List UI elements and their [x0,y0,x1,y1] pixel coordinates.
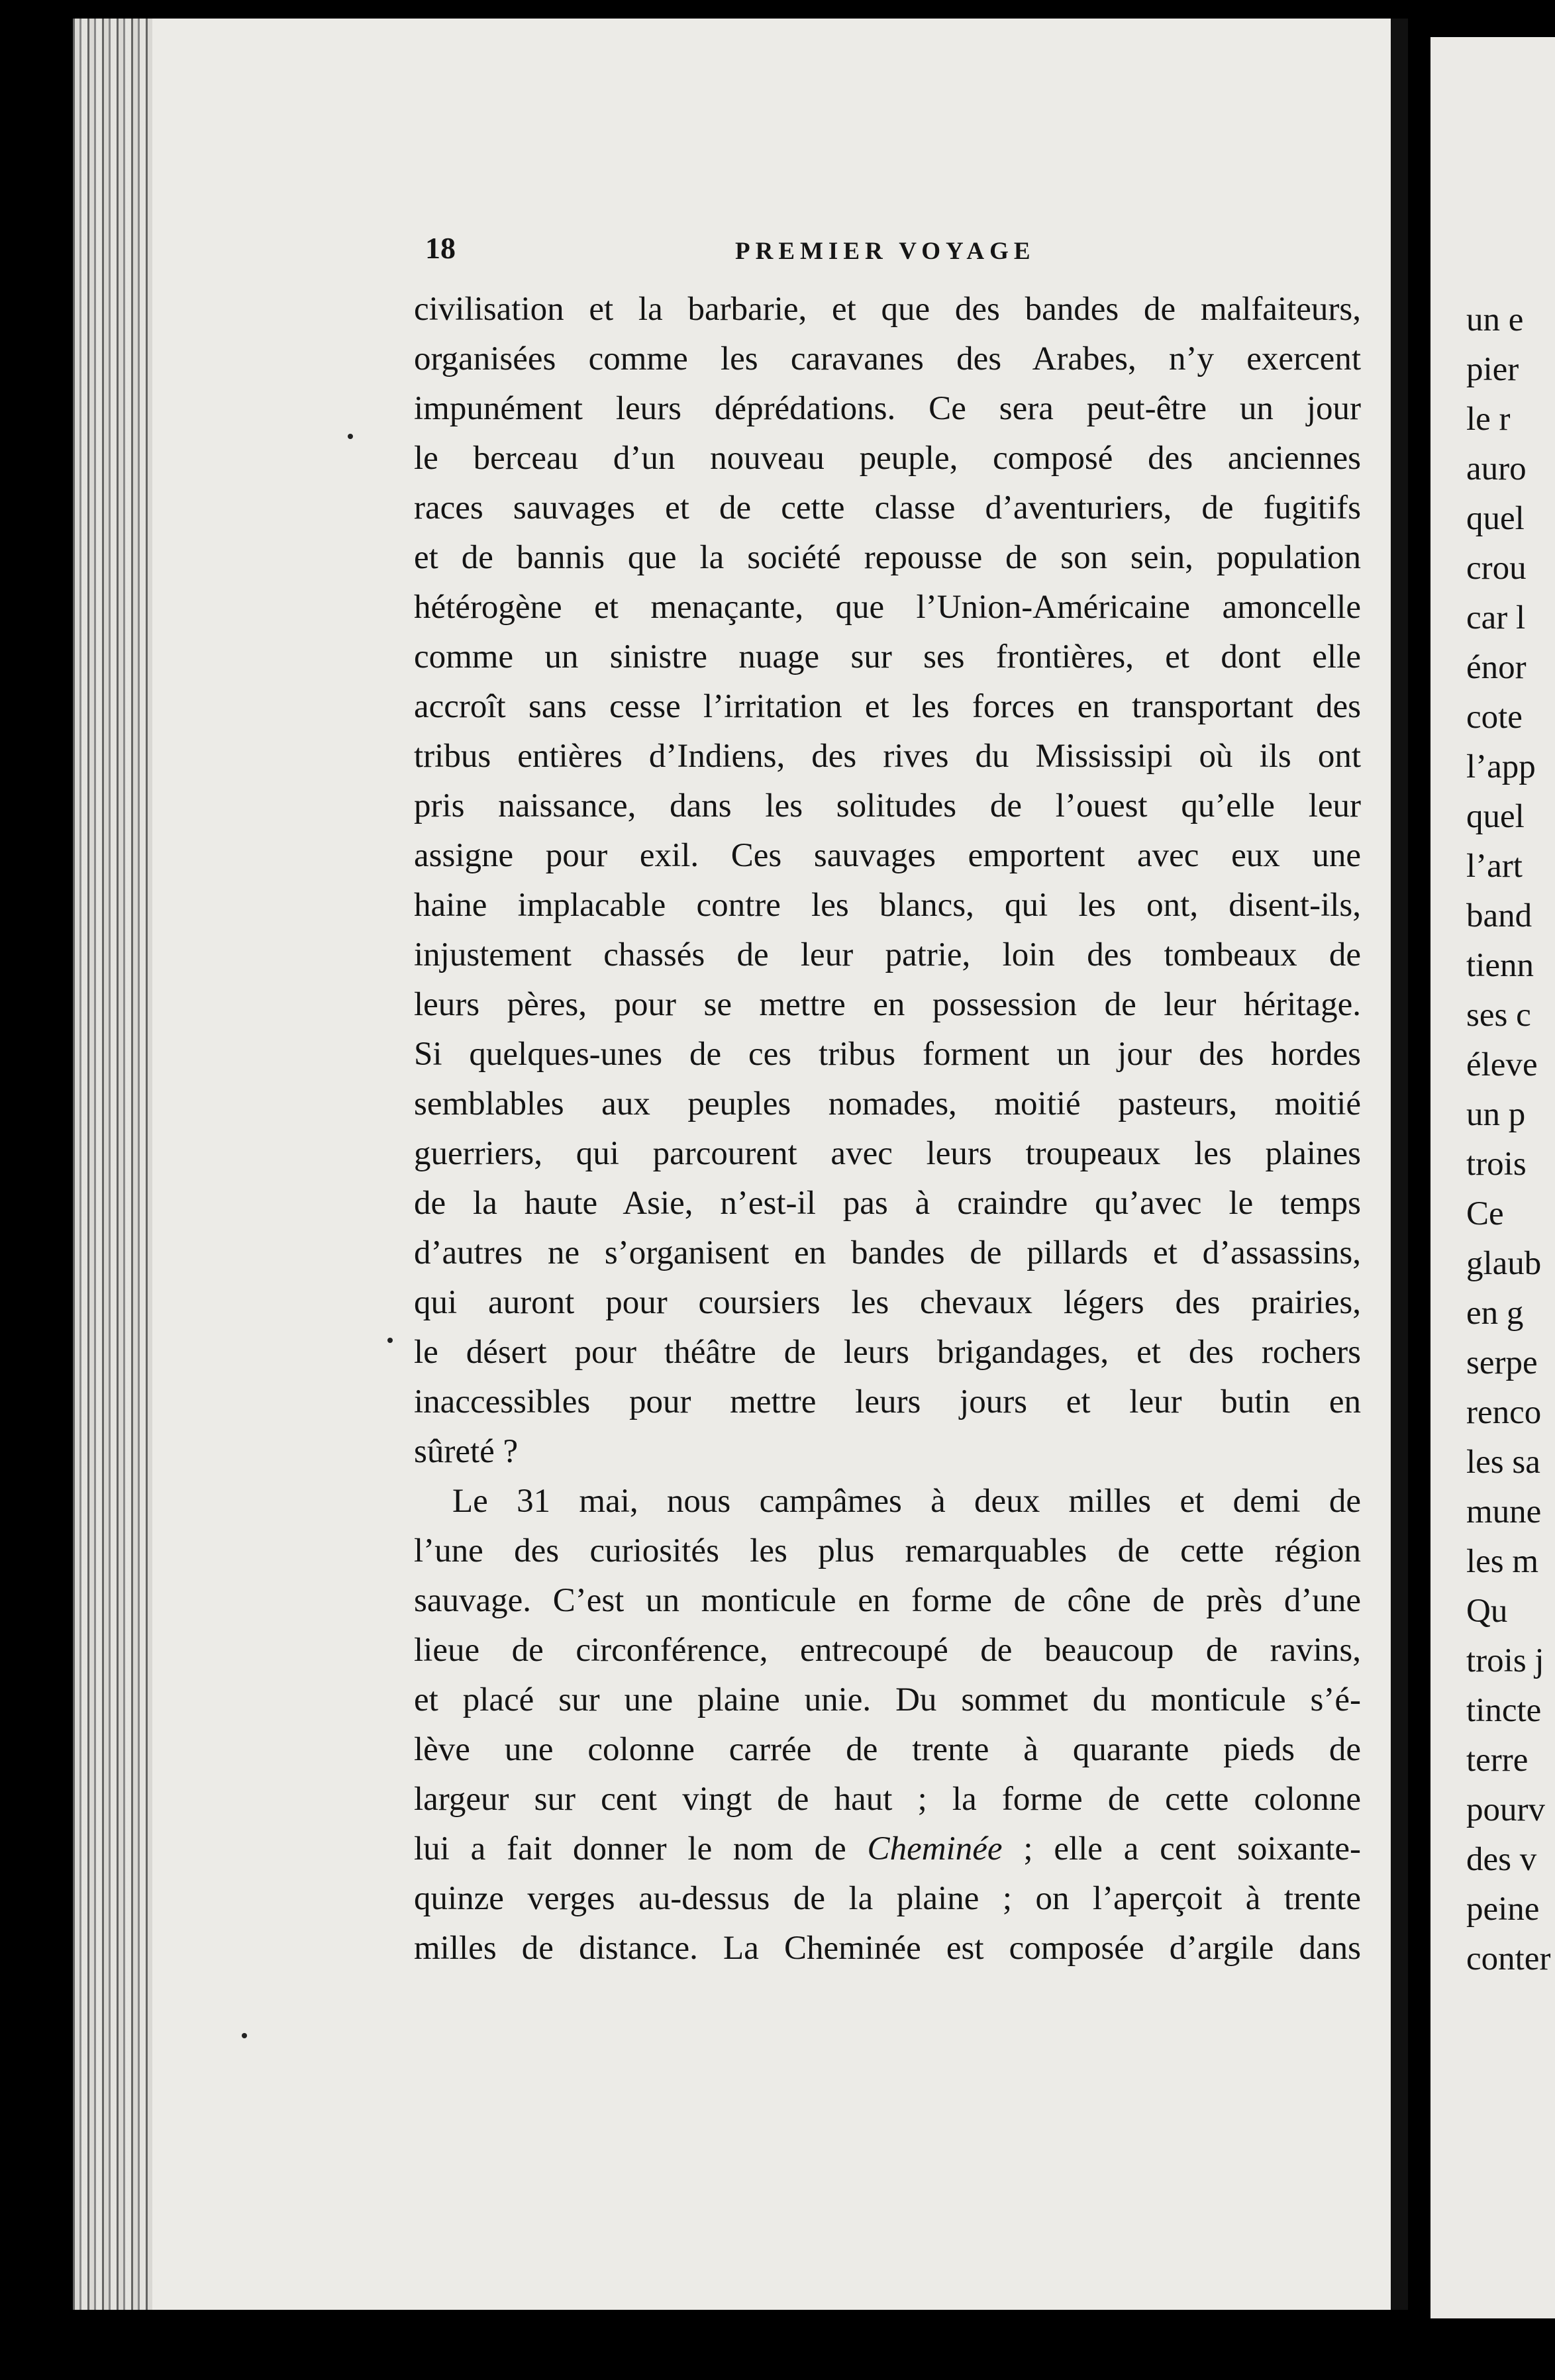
text-line: races sauvages et de cette classe d’aventuriers, de fugitifs [414,489,1361,526]
text-line: guerriers, qui parcourent avec leurs troupeaux les plaines [414,1135,1361,1172]
text-line: comme un sinistre nuage sur ses frontières, et dont elle [414,638,1361,675]
text-line: inaccessibles pour mettre leurs jours et leur butin en [414,1383,1361,1420]
facing-text-line: peine [1466,1891,1540,1928]
facing-text-line: les sa [1466,1444,1540,1481]
facing-text-line: renco [1466,1394,1542,1431]
facing-text-line: tincte [1466,1692,1542,1729]
text-line: d’autres ne s’organisent en bandes de pillards et d’assassins, [414,1234,1361,1271]
facing-text-line: glaub [1466,1245,1542,1282]
text-line: milles de distance. La Cheminée est composée d’argile dans [414,1930,1361,1967]
facing-text-line: quel [1466,500,1525,537]
facing-text-line: band [1466,897,1532,934]
text-line: tribus entières d’Indiens, des rives du Mississipi où ils ont [414,738,1361,775]
facing-text-line: trois [1466,1146,1527,1183]
facing-text-line: énor [1466,649,1527,686]
gutter-shadow [1391,19,1408,2310]
text-line: semblables aux peuples nomades, moitié pasteurs, moitié [414,1085,1361,1122]
text-line: pris naissance, dans les solitudes de l’ouest qu’elle leur [414,787,1361,824]
facing-text-line: terre [1466,1742,1529,1779]
facing-text-line: Qu [1466,1593,1508,1630]
text-line: impunément leurs déprédations. Ce sera peut-être un jour [414,390,1361,427]
text-line: de la haute Asie, n’est-il pas à craindre qu’avec le temps [414,1185,1361,1222]
text-line: assigne pour exil. Ces sauvages emportent avec eux une [414,837,1361,874]
text-line: et de bannis que la société repousse de son sein, population [414,539,1361,576]
facing-text-line: quel [1466,798,1525,835]
facing-text-line: le r [1466,401,1511,438]
facing-text-line: mune [1466,1493,1542,1530]
text-line: lève une colonne carrée de trente à quarante pieds de [414,1731,1361,1768]
page-edges [73,19,152,2310]
ink-speck [348,434,353,439]
facing-text-line: l’app [1466,748,1536,785]
body-text [414,285,1361,1973]
text-line: organisées comme les caravanes des Arabes, n’y exercent [414,340,1361,377]
text-line: accroît sans cesse l’irritation et les forces en transportant des [414,688,1361,725]
text-line: sûreté ? [414,1433,519,1470]
text-line: hétérogène et menaçante, que l’Union-Américaine amoncelle [414,589,1361,626]
text-line: haine implacable contre les blancs, qui les ont, disent-ils, [414,887,1361,924]
ink-speck [242,2033,247,2038]
facing-text-line: en g [1466,1295,1524,1332]
text-line: injustement chassés de leur patrie, loin des tombeaux de [414,936,1361,973]
facing-text-line: trois j [1466,1642,1544,1679]
facing-text-line: ses c [1466,997,1531,1034]
facing-text-line: éleve [1466,1046,1538,1083]
text-line: l’une des curiosités les plus remarquables de cette région [414,1532,1361,1569]
text-line: leurs pères, pour se mettre en possession de leur héritage. [414,986,1361,1023]
page-number: 18 [425,231,456,265]
facing-text-line: les m [1466,1543,1539,1580]
text-line: lieue de circonférence, entrecoupé de beaucoup de ravins, [414,1632,1361,1669]
running-title: PREMIER VOYAGE [735,238,1036,265]
text-line: et placé sur une plaine unie. Du sommet du monticule s’é- [414,1681,1361,1718]
text-line: Le 31 mai, nous campâmes à deux milles et demi de [452,1483,1361,1520]
facing-text-line: des v [1466,1841,1537,1878]
facing-text-line: crou [1466,550,1527,587]
facing-text-line: conter [1466,1940,1551,1977]
facing-text-line: car l [1466,599,1526,636]
facing-text-line: serpe [1466,1344,1538,1381]
text-line: sauvage. C’est un monticule en forme de cône de près d’une [414,1582,1361,1619]
facing-text-line: pourv [1466,1791,1545,1828]
facing-text-line: Ce [1466,1195,1504,1232]
facing-text-line: l’art [1466,848,1523,885]
scan-top-border [0,0,1555,11]
text-line: largeur sur cent vingt de haut ; la forme de cette colonne [414,1781,1361,1818]
text-line: lui a fait donner le nom de Cheminée ; elle a cent soixante- [414,1830,1361,1867]
scan-bottom-border [0,2340,1555,2380]
facing-text-line: un p [1466,1096,1526,1133]
facing-text-line: pier [1466,351,1519,388]
text-line: qui auront pour coursiers les chevaux légers des prairies, [414,1284,1361,1321]
text-line: le berceau d’un nouveau peuple, composé des anciennes [414,440,1361,477]
facing-text-line: auro [1466,450,1527,487]
facing-text-line: tienn [1466,947,1534,984]
text-line: civilisation et la barbarie, et que des bandes de malfaiteurs, [414,291,1361,328]
facing-text-line: cote [1466,699,1523,736]
italic-term: Cheminée [867,1830,1003,1867]
text-line: le désert pour théâtre de leurs brigandages, et des rochers [414,1334,1361,1371]
text-line: quinze verges au-dessus de la plaine ; on l’aperçoit à trente [414,1880,1361,1917]
facing-text-line: un e [1466,301,1524,338]
ink-speck [387,1338,393,1343]
facing-page [1430,37,1555,2318]
text-line: Si quelques-unes de ces tribus forment un jour des hordes [414,1036,1361,1073]
